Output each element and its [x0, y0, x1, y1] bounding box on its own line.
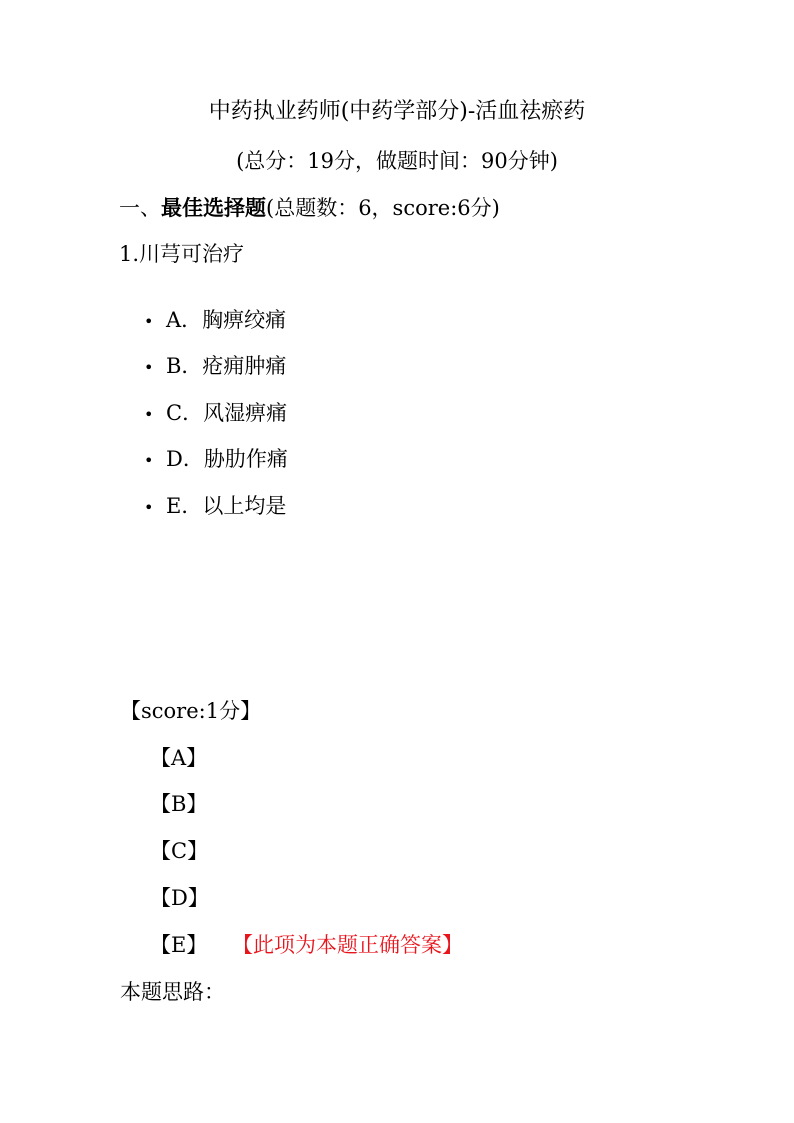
option-label: D．胁肋作痛: [166, 447, 288, 471]
section-name: 最佳选择题: [161, 196, 266, 220]
section-heading: [119, 192, 500, 224]
option-label: B．疮痈肿痛: [166, 354, 287, 378]
bullet-icon: •: [144, 405, 154, 424]
option-b: [144, 350, 286, 384]
bullet-icon: •: [144, 358, 154, 377]
section-info: (总题数：6，score:6分): [266, 196, 500, 220]
option-e: [144, 490, 286, 524]
correct-answer-note: 【此项为本题正确答案】: [232, 933, 463, 957]
option-a: [144, 304, 286, 338]
question-text: 1.川芎可治疗: [119, 242, 245, 266]
section-number: 一、: [119, 196, 161, 220]
answer-a: 【A】: [150, 746, 208, 770]
answer-c: 【C】: [150, 839, 209, 863]
score-label: 【score:1分】: [120, 699, 262, 723]
option-label: C．风湿痹痛: [166, 401, 288, 425]
document-subtitle: (总分：19分，做题时间：90分钟): [236, 149, 558, 173]
option-d: [144, 443, 288, 477]
bullet-icon: •: [144, 451, 154, 470]
bullet-icon: •: [144, 498, 154, 517]
bullet-icon: •: [144, 312, 154, 331]
answer-b: 【B】: [150, 792, 208, 816]
analysis-label: 本题思路：: [120, 980, 225, 1004]
option-label: A．胸痹绞痛: [166, 308, 287, 332]
document-title: 中药执业药师(中药学部分)-活血祛瘀药: [208, 99, 586, 124]
answer-d: 【D】: [150, 886, 209, 910]
option-c: [144, 397, 287, 431]
answer-e: 【E】: [150, 933, 208, 957]
option-label: E．以上均是: [166, 494, 287, 518]
